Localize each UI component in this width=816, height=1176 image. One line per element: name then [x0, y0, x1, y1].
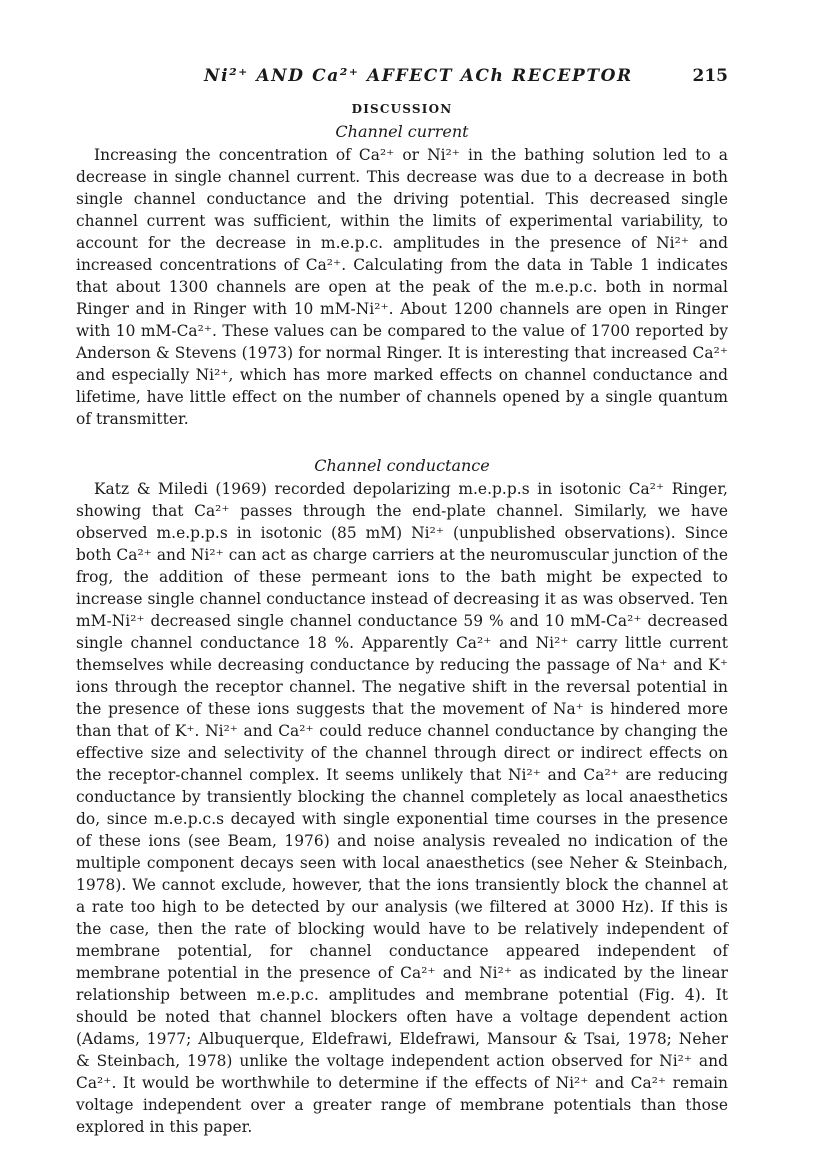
subheading-channel-conductance: Channel conductance: [314, 456, 490, 475]
running-title: Ni²⁺ AND Ca²⁺ AFFECT ACh RECEPTOR: [204, 66, 633, 86]
subheading-channel-current: Channel current: [335, 122, 469, 141]
running-head: [76, 66, 728, 96]
section-title: DISCUSSION: [351, 102, 453, 116]
paragraph-channel-current: Increasing the concentration of Ca²⁺ or Ni²⁺ in the bathing solution led to a decrease in single channel current. This decrease was due to a decrease in both single channel conductance and the driving potential. This decreased single channel current was sufficient, within the limits of experimental variability, to account for the decrease in m.e.p.c. amplitudes in the presence of Ni²⁺ and increased concentrations of Ca²⁺. Calculating from the data in Table 1 indicates that about 1300 channels are open at the peak of the m.e.p.c. both in normal Ringer and in Ringer with 10 mM-Ni²⁺. About 1200 channels are open in Ringer with 10 mM-Ca²⁺. These values can be compared to the value of 1700 reported by Anderson & Stevens (1973) for normal Ringer. It is interesting that increased Ca²⁺ and especially Ni²⁺, which has more marked effects on channel conductance and lifetime, have little effect on the number of channels opened by a single quantum of transmitter.: [76, 146, 728, 428]
page-number: 215: [692, 66, 728, 86]
journal-page: [76, 66, 728, 1138]
paragraph-channel-conductance: Katz & Miledi (1969) recorded depolarizing m.e.p.p.s in isotonic Ca²⁺ Ringer, showing that Ca²⁺ passes through the end-plate channel. Similarly, we have observed m.e.p.p.s in isotonic (85 mM) Ni²⁺ (unpublished observations). Since both Ca²⁺ and Ni²⁺ can act as charge carriers at the neuromuscular junction of the frog, the addition of these permeant ions to the bath might be expected to increase single channel conductance instead of decreasing it as was observed. Ten mM-Ni²⁺ decreased single channel conductance 59 % and 10 mM-Ca²⁺ decreased single channel conductance 18 %. Apparently Ca²⁺ and Ni²⁺ carry little current themselves while decreasing conductance by reducing the passage of Na⁺ and K⁺ ions through the receptor channel. The negative shift in the reversal potential in the presence of these ions suggests that the movement of Na⁺ is hindered more than that of K⁺. Ni²⁺ and Ca²⁺ could reduce channel conductance by changing the effective size and selectivity of the channel through direct or indirect effects on the receptor-channel complex. It seems unlikely that Ni²⁺ and Ca²⁺ are reducing conductance by transiently blocking the channel completely as local anaesthetics do, since m.e.p.c.s decayed with single exponential time courses in the presence of these ions (see Beam, 1976) and noise analysis revealed no indication of the multiple component decays seen with local anaesthetics (see Neher & Steinbach, 1978). We cannot exclude, however, that the ions transiently block the channel at a rate too high to be detected by our analysis (we filtered at 3000 Hz). If this is the case, then the rate of blocking would have to be relatively independent of membrane potential, for channel conductance appeared independent of membrane potential in the presence of Ca²⁺ and Ni²⁺ as indicated by the linear relationship between m.e.p.c. amplitudes and membrane potential (Fig. 4). It should be noted that channel blockers often have a voltage dependent action (Adams, 1977; Albuquerque, Eldefrawi, Eldefrawi, Mansour & Tsai, 1978; Neher & Steinbach, 1978) unlike the voltage independent action observed for Ni²⁺ and Ca²⁺. It would be worthwhile to determine if the effects of Ni²⁺ and Ca²⁺ remain voltage independent over a greater range of membrane potentials than those explored in this paper.: [76, 480, 728, 1136]
